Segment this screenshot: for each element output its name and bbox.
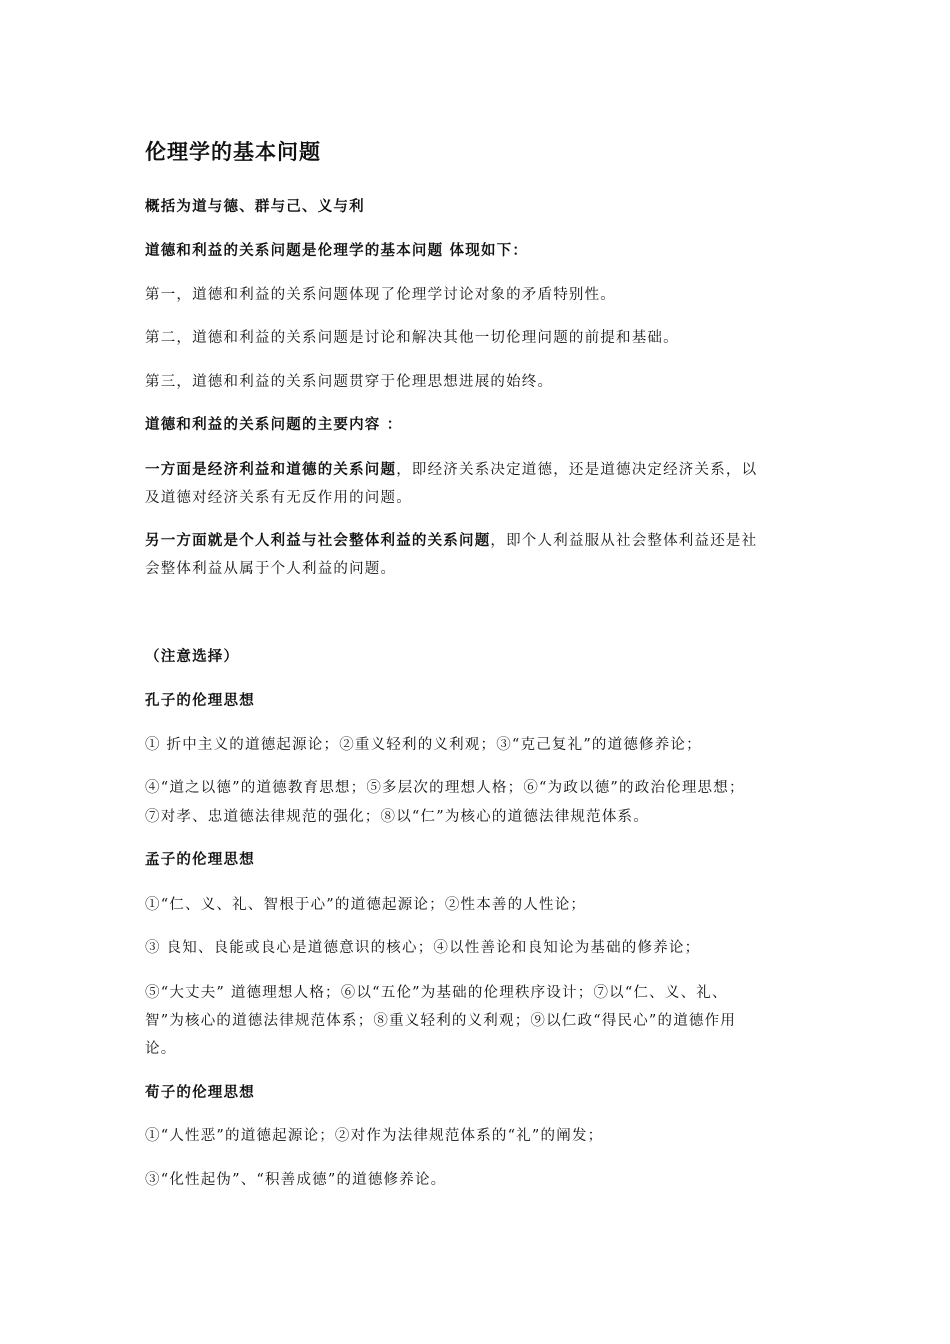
note-heading: （注意选择） xyxy=(145,648,240,665)
confucius-line-2: ④“道之以德”的道德教育思想；⑤多层次的理想人格；⑥“为政以德”的政治伦理思想； xyxy=(145,780,745,796)
mencius-line-3: ⑤“大丈夫” 道德理想人格；⑥以“五伦”为基础的伦理秩序设计；⑦以“仁、义、礼、 xyxy=(145,985,728,1001)
mencius-line-1: ①“仁、义、礼、智根于心”的道德起源论；②性本善的人性论； xyxy=(145,897,587,913)
summary-heading: 概括为道与德、群与己、义与利 xyxy=(145,198,365,215)
page-title: 伦理学的基本问题 xyxy=(145,139,321,164)
mencius-line-5: 论。 xyxy=(145,1041,177,1057)
mencius-heading: 孟子的伦理思想 xyxy=(145,851,255,868)
content-heading: 道德和利益的关系问题的主要内容 ： xyxy=(145,416,403,433)
aspect-two-bold: 另一方面就是个人利益与社会整体利益的关系问题 xyxy=(145,532,491,549)
xunzi-line-2: ③“化性起伪”、“积善成德”的道德修养论。 xyxy=(145,1172,447,1188)
point-third: 第三，道德和利益的关系问题贯穿于伦理思想进展的始终。 xyxy=(145,374,554,390)
aspect-one-rest: ，即经济关系决定道德，还是道德决定经济关系，以 xyxy=(396,462,758,478)
aspect-one-line-1 xyxy=(145,456,757,484)
aspect-one-line-2: 及道德对经济关系有无反作用的问题。 xyxy=(145,490,412,506)
point-first: 第一，道德和利益的关系问题体现了伦理学讨论对象的矛盾特别性。 xyxy=(145,287,616,303)
aspect-two-line-1 xyxy=(145,527,757,555)
aspect-two-line-2: 会整体利益从属于个人利益的问题。 xyxy=(145,561,397,577)
confucius-line-3: ⑦对孝、忠道德法律规范的强化；⑧以“仁”为核心的道德法律规范体系。 xyxy=(145,809,649,825)
aspect-two-rest: ，即个人利益服从社会整体利益还是社 xyxy=(490,533,758,549)
mencius-line-4: 智”为核心的道德法律规范体系；⑧重义轻利的义利观；⑨以仁政“得民心”的道德作用 xyxy=(145,1013,737,1029)
basic-issue-heading: 道德和利益的关系问题是伦理学的基本问题 体现如下： xyxy=(145,242,529,259)
xunzi-line-1: ①“人性恶”的道德起源论；②对作为法律规范体系的“礼”的阐发； xyxy=(145,1128,604,1144)
mencius-line-2: ③ 良知、良能或良心是道德意识的核心；④以性善论和良知论为基础的修养论； xyxy=(145,940,701,956)
point-second: 第二，道德和利益的关系问题是讨论和解决其他一切伦理问题的前提和基础。 xyxy=(145,330,679,346)
confucius-line-1: ① 折中主义的道德起源论；②重义轻利的义利观；③“克己复礼”的道德修养论； xyxy=(145,737,702,753)
xunzi-heading: 荀子的伦理思想 xyxy=(145,1084,255,1101)
aspect-one-bold: 一方面是经济利益和道德的关系问题 xyxy=(145,461,397,478)
confucius-heading: 孔子的伦理思想 xyxy=(145,692,255,709)
